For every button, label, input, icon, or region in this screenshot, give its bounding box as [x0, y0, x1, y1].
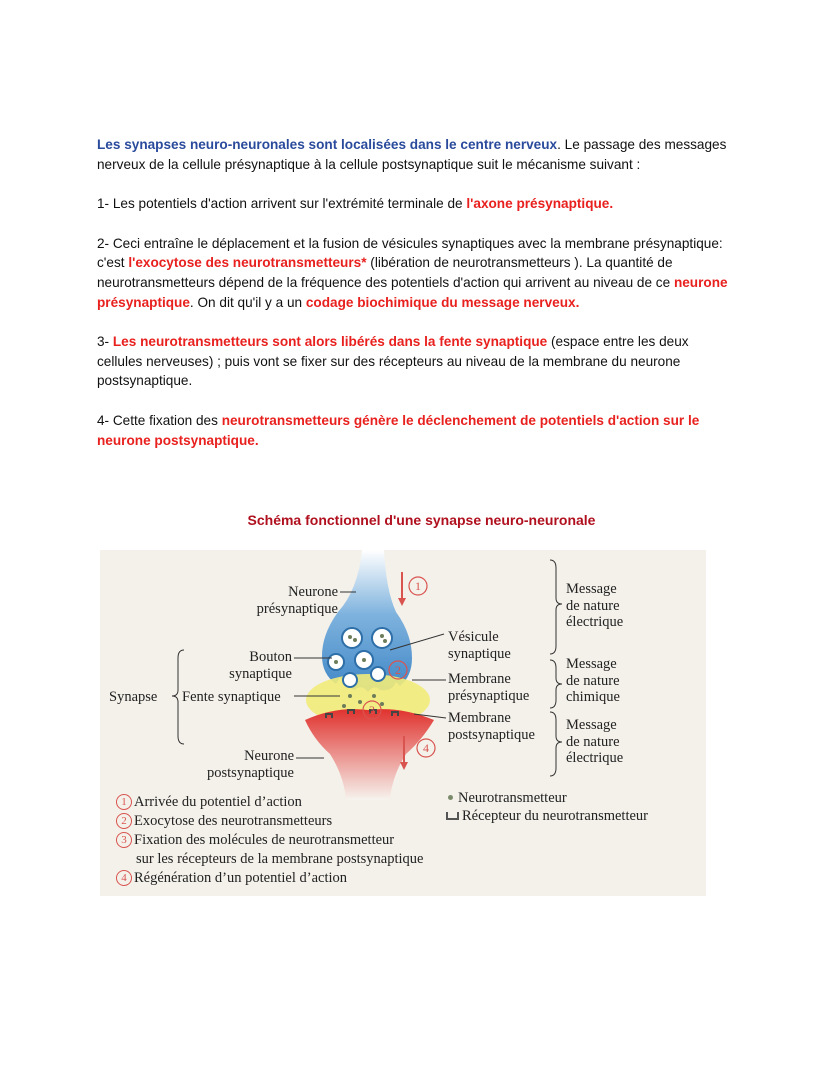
legend-text: Fixation des molécules de neurotransmetteur — [134, 832, 395, 848]
legend-number: 1 — [116, 794, 132, 810]
step2-highlight-f: codage biochimique du message nerveux. — [305, 294, 580, 310]
legend-item-4 — [116, 869, 424, 888]
legend-receptor — [446, 807, 648, 825]
label-synapse: Synapse — [109, 689, 158, 705]
step1-highlight: l'axone présynaptique. — [466, 196, 614, 212]
step3-text-c: (espace entre les deux cellules nerveuses) ; puis vont se fixer sur des récepteurs au niveau de la membrane du neurone postsynaptique. — [97, 334, 689, 389]
label-line: postsynaptique — [207, 764, 294, 781]
step4-text: 4- Cette fixation des — [97, 412, 222, 428]
label-line: Membrane — [448, 710, 511, 726]
document-body — [97, 135, 737, 470]
label-line: postsynaptique — [448, 726, 535, 743]
label-line: Vésicule — [448, 629, 499, 645]
message-electrique-1 — [566, 581, 623, 631]
step2-text-a: 2- Ceci entraîne le déplacement et la fusion de vésicules synaptiques avec la membrane présynaptique: c'est — [97, 235, 723, 271]
vesicle — [342, 628, 362, 648]
label-line: présynaptique — [448, 687, 530, 704]
synapse-figure — [100, 550, 706, 896]
label-neurone-postsynaptique — [182, 748, 294, 781]
intro-highlight: Les synapses neuro-neuronales sont localisées dans le centre nerveux — [97, 137, 558, 152]
message-electrique-2 — [566, 717, 623, 767]
receptor-icon — [446, 812, 459, 820]
marker-3: 3 — [369, 703, 375, 717]
label-fente-synaptique: Fente synaptique — [182, 689, 281, 705]
step1-text: 1- Les potentiels d'action arrivent sur l'extrémité terminale de — [97, 196, 467, 212]
label-line: Bouton — [249, 649, 292, 665]
paragraph-step-4 — [97, 411, 737, 450]
label-vesicule-synaptique — [448, 629, 511, 662]
label-line: de nature — [566, 672, 620, 689]
intro-rest: . Le passage des messages nerveux de la cellule présynaptique à la cellule postsynaptique suit le mécanisme suivant : — [97, 137, 727, 172]
marker-2: 2 — [395, 663, 401, 677]
vesicle — [343, 673, 357, 687]
message-chimique — [566, 656, 620, 706]
figure-title: Schéma fonctionnel d'une synapse neuro-neuronale — [247, 512, 596, 528]
step2-text-e: . On dit qu'il y a un — [189, 294, 306, 310]
legend-item-3 — [116, 831, 424, 850]
label-line: Message — [566, 581, 617, 597]
legend-text: Neurotransmetteur — [458, 790, 567, 806]
label-line: électrique — [566, 750, 624, 766]
paragraph-intro — [97, 135, 737, 174]
postsynaptic-neuron-shape — [305, 709, 434, 800]
label-line: électrique — [566, 614, 624, 630]
legend-number: 2 — [116, 813, 132, 829]
legend-item-3-cont: sur les récepteurs de la membrane postsynaptique — [136, 851, 424, 867]
paragraph-step-1 — [97, 194, 737, 214]
label-line: Neurone — [244, 748, 294, 764]
label-line: de nature — [566, 597, 620, 614]
label-line: Message — [566, 656, 617, 672]
legend-neurotransmitter — [446, 789, 648, 807]
label-line: Neurone — [288, 584, 338, 600]
step4-highlight: neurotransmetteurs génère le déclenchement de potentiels d'action sur le neurone postsynaptique. — [97, 412, 700, 448]
symbol-legend — [446, 789, 648, 825]
step2-highlight-b: l'exocytose des neurotransmetteurs* — [128, 255, 367, 271]
vesicle — [371, 667, 385, 681]
label-line: synaptique — [229, 665, 292, 682]
figure-legend — [116, 793, 424, 888]
legend-number: 3 — [116, 832, 132, 848]
legend-item-2 — [116, 812, 424, 831]
label-line: de nature — [566, 733, 620, 750]
step2-highlight-d: neurone présynaptique — [97, 274, 728, 310]
label-membrane-presynaptique — [448, 671, 529, 704]
label-line: Message — [566, 717, 617, 733]
legend-text: Régénération d’un potentiel d’action — [134, 870, 347, 886]
paragraph-step-2 — [97, 234, 737, 312]
legend-text: Arrivée du potentiel d’action — [134, 794, 302, 810]
legend-number: 4 — [116, 870, 132, 886]
legend-item-1 — [116, 793, 424, 812]
marker-1: 1 — [415, 579, 421, 593]
step3-text-a: 3- — [97, 334, 113, 350]
paragraph-step-3 — [97, 332, 737, 391]
legend-text: Exocytose des neurotransmetteurs — [134, 813, 333, 829]
neurotransmitter-icon — [448, 795, 453, 800]
marker-4: 4 — [423, 741, 429, 755]
legend-text: Récepteur du neurotransmetteur — [462, 808, 649, 824]
step2-text-c: (libération de neurotransmetteurs ). La quantité de neurotransmetteurs dépend de la fréquence des potentiels d'action qui arrivent au niveau de ce — [97, 255, 674, 290]
label-line: chimique — [566, 689, 620, 705]
label-line: Membrane — [448, 671, 511, 687]
label-bouton-synaptique — [192, 649, 292, 682]
label-neurone-presynaptique — [220, 584, 338, 617]
label-membrane-postsynaptique — [448, 710, 535, 743]
step3-highlight: Les neurotransmetteurs sont alors libérés dans la fente synaptique — [112, 334, 548, 350]
label-line: présynaptique — [256, 600, 338, 617]
label-line: synaptique — [448, 645, 511, 662]
